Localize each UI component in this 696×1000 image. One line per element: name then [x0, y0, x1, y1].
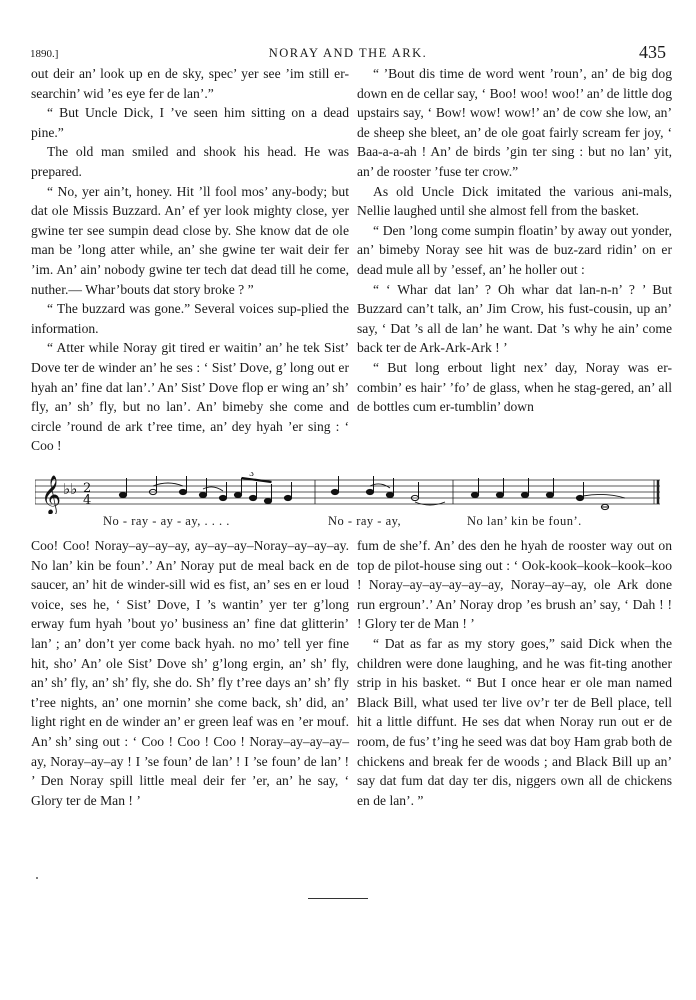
paragraph: “ ’Bout dis time de word went ’roun’, an’ de big dog down en de cellar say, ‘ Boo! woo! woo!’ an’ de little dog upstairs say, ‘ Bow! wow! wow!’ an’ de cow she low, an’ de sheep she bleet, an’ de ole goat fairly scream fer joy, ‘ Baa-a-a-ah ! An’ de birds ’gin ter sing : but no lan’ yit, an’ de rooster ’fuse ter crow.” [357, 66, 672, 179]
lyric-phrase-2: No - ray - ay, [328, 514, 402, 528]
header-title: NORAY AND THE ARK. [268, 46, 428, 60]
column-right-bottom [357, 536, 672, 810]
column-left-top [31, 64, 349, 456]
svg-text:𝄞: 𝄞 [41, 475, 62, 514]
paragraph: Coo! Coo! Noray–ay–ay–ay, ay–ay–ay–Noray–ay–ay–ay. No lan’ kin be foun’.’ An’ Noray put de meal back en de saucer, an’ hit de winder-sill wid es fist, an’ ses en er loud voice, ses he, ‘ Sist’ Dove, I ’s wantin’ yer ter g’long erway fum hyah ’bout yo’ business an’ fine dat glitterin’ lan’ ; an’ don’t yer come back hyah. no mo’ tell yer fine hit, sho’ An’ ole Sist’ Dove sh’ g’long ergin, an’ sh’ fly, an’ sh’ fly, an’ sh’ fly, she do. Sh’ fly t’ree days an’ sh’ fly t’ree nights, an’ one mornin’ she come back, sh’ did, an’ light right en de winder an’ er green leaf was en ’er mouf. An’ sh’ sing out : ‘ Coo ! Coo ! Coo ! Noray–ay–ay–ay–ay, Noray–ay–ay ! I ’se foun’ de lan’ ! I ’se foun’ de lan’ ! ’ Den Noray spill little meal deir fer ’er, an’ he say, ‘ Glory ter de Man ! ’ [31, 538, 349, 808]
column-left-bottom [31, 536, 349, 810]
svg-text:4: 4 [83, 493, 92, 508]
column-right-top [357, 64, 672, 417]
page-mark [36, 877, 38, 879]
svg-text:3: 3 [249, 472, 255, 478]
svg-text:♭♭: ♭♭ [63, 480, 78, 498]
header-year: 1890.] [30, 48, 59, 60]
page-number: 435 [639, 42, 666, 62]
paragraph: “ Den ’long come sumpin floatin’ by away out yonder, an’ bimeby Noray see hit was de buz-zard ridin’ on er dead mule all by ’essef, an’ he holler out : [357, 222, 672, 277]
paragraph: “ Atter while Noray git tired er waitin’ an’ he tek Sist’ Dove ter de winder an’ he ses : ‘ Sist’ Dove, g’ long out er hyah an’ fine dat lan’.’ An’ Sist’ Dove flop er wing an’ sh’ fly, an’ sh’ fly, but no lan’. An’ bimeby she come and circle ’round de ark t’ree time, an’ dey hyah ’er sing : ‘ Coo ! [31, 340, 349, 454]
end-rule [308, 898, 368, 899]
paragraph: “ ‘ Whar dat lan’ ? Oh whar dat lan-n-n’ ? ’ But Buzzard can’t talk, an’ Jim Crow, his fust-cousin, up an’ say, ‘ Dat ’s all de lan’ he want. Dat ’s why he ain’ come back ter de Ark-Ark-Ark ! ’ [357, 281, 672, 356]
lyric-phrase-1: No - ray - ay - ay, . . . . [103, 514, 230, 528]
paragraph: “ But long erbout light nex’ day, Noray was er-combin’ es hair’ ’fo’ de glass, when he stag-gered, an’ all de bottles cum er-tumblin’ down [357, 359, 672, 415]
paragraph: “ But Uncle Dick, I ’ve seen him sitting on a dead pine.” [31, 105, 349, 140]
svg-text:2: 2 [83, 481, 92, 496]
paragraph: As old Uncle Dick imitated the various ani-mals, Nellie laughed until she almost fell from the basket. [357, 183, 672, 219]
paragraph: fum de she’f. An’ des den he hyah de rooster way out on top de pilot-house sing out : ‘ Ook-kook–kook–kook–koo ! Noray–ay–ay–ay–ay–ay, Noray–ay–ay, ole Ark done run ergroun’.’ An’ Noray drop ’es brush an’ say, ‘ Dah ! ! ! Glory ter de Man ! ’ [357, 538, 672, 632]
running-header [30, 42, 666, 64]
paragraph: The old man smiled and shook his head. He was prepared. [31, 144, 349, 179]
paragraph: “ Dat as far as my story goes,” said Dick when the children were done laughing, and he was fit-ting another strip in his basket. “ But I once hear er ole man named Black Bill, what used ter live ov’r ter de Bell place, tell hit a little diffunt. He ses dat when Noray run out er de room, de fus’ t’ing he seed was dat boy Ham grab both de chickens and break fer de woods ; and Black Bill up an’ say dat fum dat day ter dis, niggers own all de chickens en de lan’. ” [357, 635, 672, 808]
music-staff [35, 472, 665, 532]
paragraph: out deir an’ look up en de sky, spec’ yer see ’im still er-searchin’ wid ’es eye fer de lan’.” [31, 66, 349, 101]
music-notation [35, 472, 665, 514]
lyric-phrase-3: No lan’ kin be foun’. [467, 514, 582, 528]
paragraph: “ The buzzard was gone.” Several voices sup-plied the information. [31, 301, 349, 336]
paragraph: “ No, yer ain’t, honey. Hit ’ll fool mos’ any-body; but dat ole Missis Buzzard. An’ ef yer look mighty close, yer gwine ter see sumpin dead close by. She know dat de ole man be ’long atter while, an’ she gwine ter wait deir fer ’im. An’ ain’ nobody gwine ter tech dat dead till he come, nuther.— Whar’bouts dat story broke ? ” [31, 183, 349, 297]
